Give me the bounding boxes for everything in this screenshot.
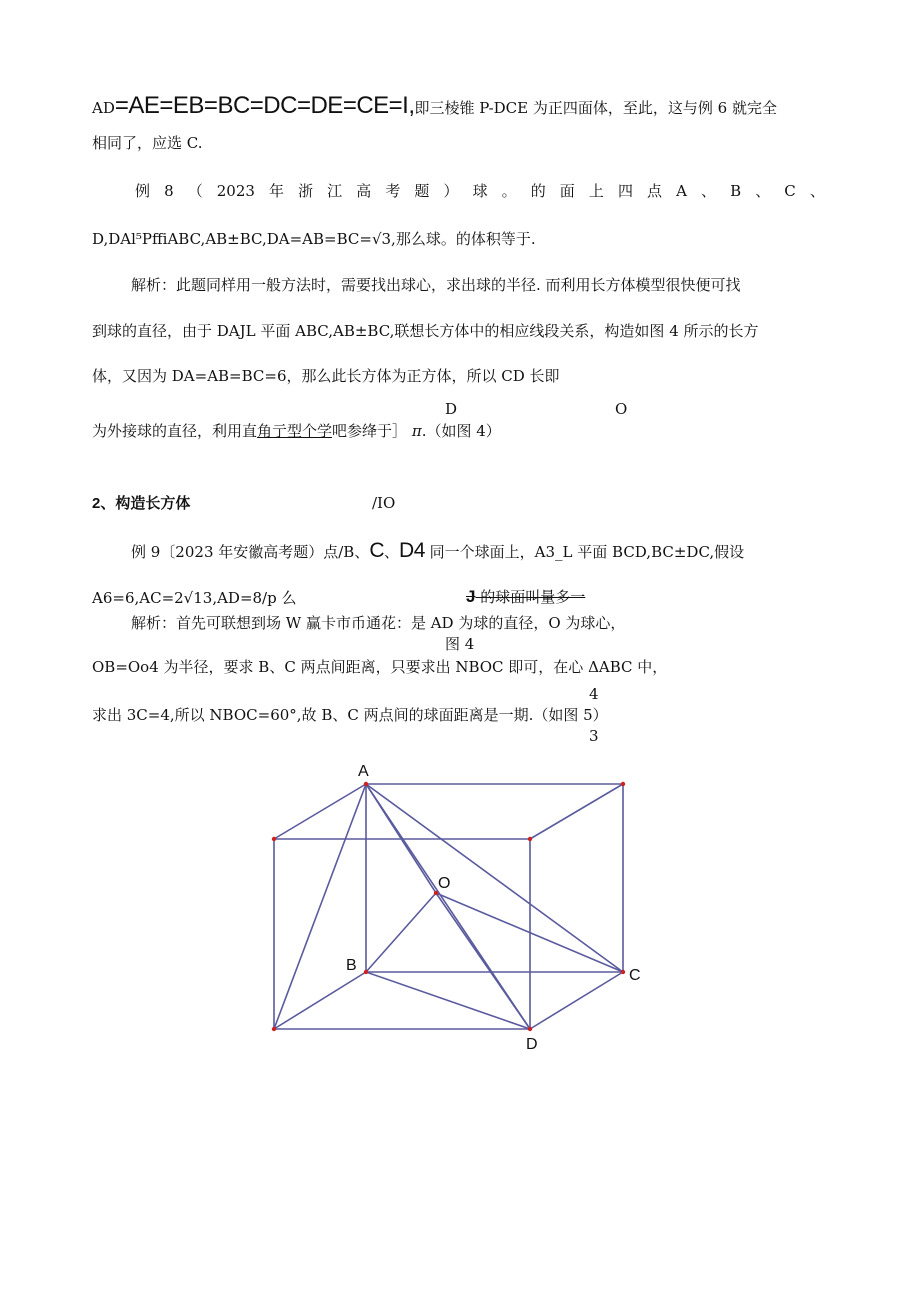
solution8-line3: 体，又因为 DA=AB=BC=6，那么此长方体为正方体，所以 CD 长即: [92, 367, 560, 385]
example8-token: （: [187, 182, 203, 200]
solution8-line4-end: .（如图 4）: [421, 422, 501, 440]
figure4-caption: 图 4: [445, 635, 475, 653]
example8-token: 8: [164, 182, 174, 200]
label-o: O: [438, 875, 451, 892]
edge-top-left: [274, 784, 366, 839]
label-d: D: [526, 1036, 538, 1053]
segment-a-d: [366, 784, 530, 1029]
example8-token: 面: [559, 182, 575, 200]
example8-token: 球: [472, 182, 488, 200]
solution9-line1: 解析：首先可联想到场 W 赢卡市币通花：是 AD 为球的直径，O 为球心，: [131, 614, 626, 632]
example9-line2-strike: [466, 588, 585, 605]
label-c: C: [629, 967, 641, 984]
point-front-top-right: [528, 837, 532, 841]
example8-token: 考: [385, 182, 401, 200]
example8-token: 高: [356, 182, 372, 200]
solution8-line1: 解析：此题同样用一般方法时，需要找出球心，求出球的半径. 而利用长方体模型很快便可找: [131, 276, 741, 294]
edge-bottom-left: [274, 972, 366, 1029]
example9-line1: [131, 540, 744, 561]
example8-token: 、: [809, 182, 825, 200]
example8-token: 上: [588, 182, 604, 200]
example8-token: 江: [327, 182, 343, 200]
para1-lead-big: =AE=EB=BC=DC=DE=CE=I,: [114, 92, 415, 119]
example8-token: 题: [414, 182, 430, 200]
example8-token: B: [730, 182, 742, 200]
para1-line2: 相同了，应选 C.: [92, 134, 203, 152]
example9-line1-mid: 、: [384, 543, 400, 561]
example9-line1-pre: 例 9〔2023 年安徽高考题）点/B、: [131, 543, 370, 561]
solution8-line4-pre: 为外接球的直径，利用直: [92, 422, 258, 440]
example8-token: 的: [530, 182, 546, 200]
para1-lead-small: AD: [92, 99, 115, 117]
point-b: [364, 970, 368, 974]
point-c: [621, 970, 625, 974]
label-a: A: [358, 763, 369, 780]
example9-c: C: [369, 539, 385, 562]
example9-line2: A6=6,AC=2√13,AD=8/p 么: [92, 589, 297, 607]
fraction-numerator: 4: [589, 685, 599, 703]
example8-token: A: [676, 182, 687, 200]
example8-token: 2023: [216, 182, 255, 200]
solution9-line3: 求出 3C=4,所以 NBOC=60°,故 B、C 两点间的球面距离是一期.（如图 5）: [92, 706, 608, 724]
point-d: [528, 1027, 532, 1031]
point-a: [364, 782, 368, 786]
example8-token: 四: [617, 182, 633, 200]
segment-o-c: [436, 893, 623, 972]
example9-line1-post: 同一个球面上，A3_L 平面 BCD,BC±DC,假设: [424, 543, 745, 561]
example8-line1: [135, 184, 825, 199]
example8-token: 、: [701, 182, 717, 200]
point-o: [434, 891, 438, 895]
point-front-top-left: [272, 837, 276, 841]
solution9-line2: OB=Oo4 为半径，要求 B、C 两点间距离，只要求出 NBOC 即可，在心 ΔABC 中，: [92, 658, 668, 676]
solution8-line4-underlined: 角亍型个学: [257, 422, 333, 440]
segment-b-d: [366, 972, 530, 1029]
solution8-float-d: D: [445, 400, 458, 418]
segment-o-d: [436, 893, 530, 1029]
example8-token: 、: [755, 182, 771, 200]
solution8-float-o: O: [615, 400, 628, 418]
segment-o-b: [366, 893, 436, 972]
example8-token: 例: [135, 182, 151, 200]
segment-a-o: [366, 784, 436, 893]
edge-top-right: [530, 784, 623, 839]
edge-bottom-right: [530, 972, 623, 1029]
example8-token: 点: [647, 182, 663, 200]
solution8-line4: [92, 424, 501, 439]
example8-token: 浙: [298, 182, 314, 200]
segment-a-c: [366, 784, 623, 972]
pi-symbol: π: [411, 422, 422, 440]
example8-token: ）: [443, 182, 459, 200]
section2-float-io: /IO: [372, 494, 396, 512]
point-front-bottom-left: [272, 1027, 276, 1031]
para1-rest: 即三棱锥 P-DCE 为正四面体，至此，这与例 6 就完全: [414, 99, 777, 117]
segment-a-front-bottom-left: [274, 784, 366, 1029]
point-back-top-right: [621, 782, 625, 786]
para1-line1: [92, 94, 777, 118]
solution8-line4-post: 吧参绛于］: [332, 422, 408, 440]
example8-line2: D,DAl⁵PffiABC,AB±BC,DA=AB=BC=√3,那么球。的体积等于.: [92, 230, 536, 248]
example8-token: C: [784, 182, 796, 200]
example8-token: 。: [501, 182, 517, 200]
example9-strike-text: 的球面叫量多一: [475, 588, 586, 606]
example9-strike-j: J: [466, 587, 476, 606]
solution8-line2: 到球的直径，由于 DAJL 平面 ABC,AB±BC,联想长方体中的相应线段关系，构造如图 4 所示的长方: [92, 322, 759, 340]
fraction-denominator: 3: [589, 727, 599, 745]
section2-heading: 2、构造长方体: [92, 495, 191, 512]
example9-d4: D4: [399, 539, 425, 562]
example8-token: 年: [269, 182, 285, 200]
label-b: B: [346, 957, 357, 974]
